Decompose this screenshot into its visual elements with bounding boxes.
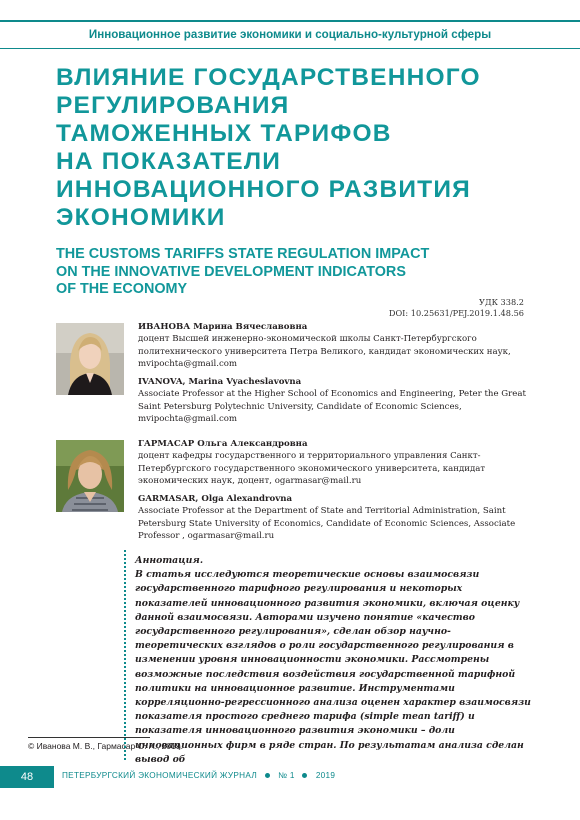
author-affiliation-ru: доцент кафедры государственного и территориального управления Санкт-Петербургского государственного экономического университета, кандидат экономических наук, доцент, ogarmasar@mail.ru	[138, 451, 486, 486]
bullet-icon	[265, 773, 270, 778]
annotation-text: В статья исследуются теоретические основы взаимосвязи государственного тарифного регулирования и некоторых показателей инновационного развития экономики, включая оценку данной взаимосвязи. Авторами изучено понятие «качество государственного регулирования», сделан обзор научно-теоретических взглядов о роли государственного регулирования в изменении уровня инновационности экономики. Рассмотрены возможные последствия воздействия государственной тарифной политики на инновационное развитие. Инструментами корреляционно-регрессионного анализа оценен характер взаимосвязи показателя простого среднего тарифа (simple mean tariff) и показателя инновационного развития экономики – доли инновационных фирм в ряде стран. По результатам анализа сделан вывод об	[135, 569, 531, 765]
page-footer	[0, 766, 580, 788]
footnote-rule	[28, 737, 150, 738]
title-en-line: OF THE ECONOMY	[56, 281, 188, 297]
udk-code: УДК 338.2	[479, 297, 524, 307]
title-ru-line: ТАМОЖЕННЫХ ТАРИФОВ	[56, 120, 392, 147]
footer-journal-line	[62, 771, 340, 780]
copyright-note: © Иванова М. В., Гармасар О. А., 2019.	[28, 741, 183, 751]
footer-year: 2019	[315, 771, 336, 780]
section-header: Инновационное развитие экономики и социально-культурной сферы	[88, 28, 492, 41]
title-ru-line: ЭКОНОМИКИ	[56, 204, 226, 231]
title-ru-line: ИННОВАЦИОННОГО РАЗВИТИЯ	[56, 176, 471, 203]
title-ru-line: РЕГУЛИРОВАНИЯ	[56, 92, 290, 119]
bullet-icon	[302, 773, 307, 778]
article-title-ru	[56, 64, 536, 232]
footer-journal-name: ПЕТЕРБУРГСКИЙ ЭКОНОМИЧЕСКИЙ ЖУРНАЛ	[62, 771, 257, 780]
annotation-heading: Аннотация.	[135, 555, 204, 566]
author-name-en: GARMASAR, Olga Alexandrovna	[138, 494, 293, 505]
doi-link[interactable]: DOI: 10.25631/PEJ.2019.1.48.56	[388, 308, 524, 318]
page-number: 48	[0, 766, 54, 788]
title-en-line: ON THE INNOVATIVE DEVELOPMENT INDICATORS	[56, 263, 406, 280]
author-block-ivanova	[138, 321, 530, 425]
author-affiliation-en: Associate Professor at the Department of State and Territorial Administration, Saint Petersburg State University of Economics, Candidate of Economic Sciences, Associate Professor , ogarmasar@mail.ru	[138, 506, 516, 542]
author-name-ru: ИВАНОВА Марина Вячеславовна	[138, 322, 308, 332]
author-name-en: IVANOVA, Marina Vyacheslavovna	[138, 377, 302, 388]
title-en-line: THE CUSTOMS TARIFFS STATE REGULATION IMPACT	[56, 246, 430, 262]
author-affiliation-en: Associate Professor at the Higher School of Economics and Engineering, Peter the Great Saint Petersburg Polytechnic University, Candidate of Economic Sciences, mvipochta@gmail.com	[138, 389, 526, 425]
annotation	[135, 554, 531, 767]
title-ru-line: ВЛИЯНИЕ ГОСУДАРСТВЕННОГО	[56, 64, 481, 91]
author-affiliation-ru: доцент Высшей инженерно-экономической школы Санкт-Петербургского политехнического университета Петра Великого, кандидат экономических наук, mvipochta@gmail.com	[138, 334, 511, 369]
header-rule	[0, 20, 580, 22]
title-ru-line: НА ПОКАЗАТЕЛИ	[56, 148, 282, 175]
udk-block	[389, 297, 524, 319]
article-title-en	[56, 246, 536, 299]
author-block-garmasar	[138, 438, 530, 542]
author-name-ru: ГАРМАСАР Ольга Александровна	[138, 439, 308, 449]
header-rule-bottom	[0, 48, 580, 49]
footer-issue: № 1	[278, 771, 295, 780]
author-photo-ivanova	[56, 323, 124, 395]
author-photo-garmasar	[56, 440, 124, 512]
annotation-dotted-rule	[124, 550, 126, 760]
